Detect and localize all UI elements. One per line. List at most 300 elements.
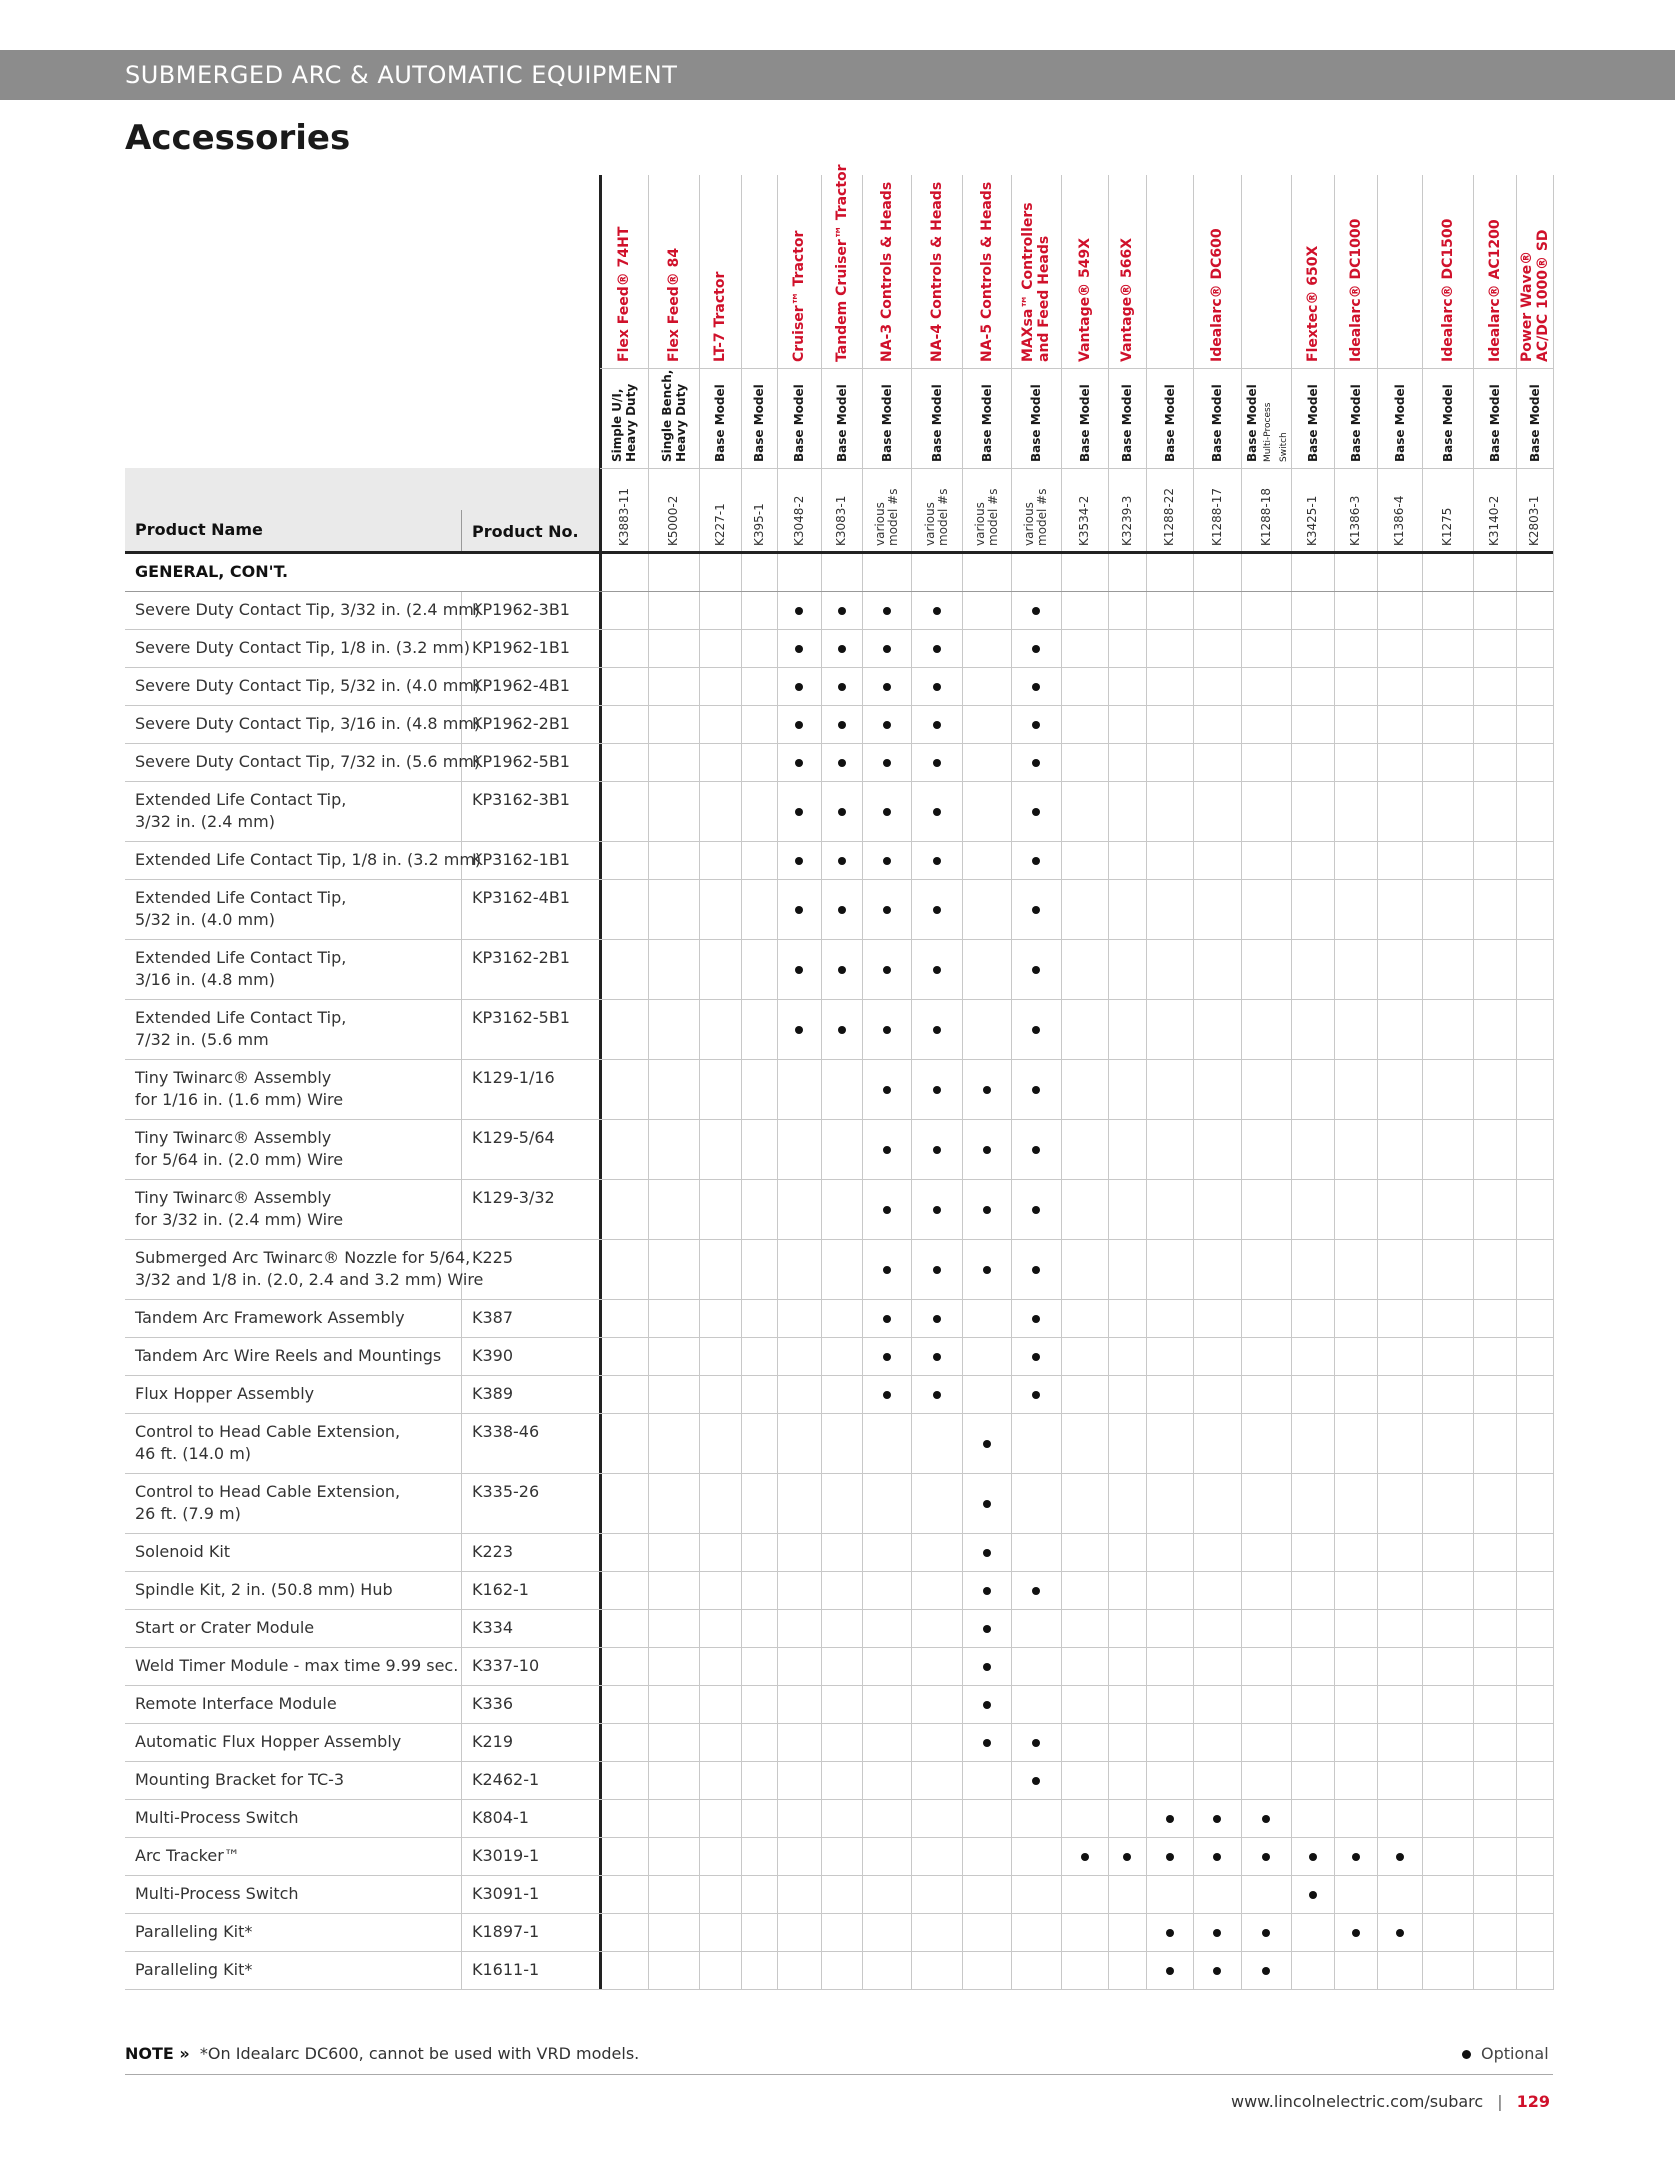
row-divider: [125, 999, 1553, 1000]
model-label: Base Model: [1349, 384, 1363, 462]
table-row-number: K2462-1: [472, 1770, 540, 1789]
optional-dot: [1032, 1146, 1040, 1154]
column-model: [1306, 384, 1320, 462]
row-divider: [125, 879, 1553, 880]
row-divider: [125, 1413, 1553, 1414]
row-divider: [125, 1685, 1553, 1686]
column-divider: [1422, 175, 1423, 1990]
optional-dot: [838, 645, 846, 653]
row-divider: [125, 1299, 1553, 1300]
table-row-number: KP3162-1B1: [472, 850, 570, 869]
row-divider: [125, 1723, 1553, 1724]
row-divider: [125, 1609, 1553, 1610]
page-number: 129: [1516, 2092, 1550, 2111]
optional-dot: [1081, 1853, 1089, 1861]
row-divider: [125, 743, 1553, 744]
model-label: Base Model: [1245, 384, 1259, 462]
optional-dot: [883, 966, 891, 974]
optional-dot: [983, 1663, 991, 1671]
table-row-number: K223: [472, 1542, 514, 1561]
table-row-name: Severe Duty Contact Tip, 3/16 in. (4.8 mm): [135, 714, 481, 733]
header-rule: [600, 368, 1553, 369]
optional-dot: [883, 683, 891, 691]
optional-dot: [883, 721, 891, 729]
optional-dot: [1262, 1929, 1270, 1937]
optional-dot: [933, 1026, 941, 1034]
row-divider: [125, 1473, 1553, 1474]
footer-rule: [125, 2074, 1553, 2075]
optional-dot: [1032, 1739, 1040, 1747]
optional-dot: [933, 721, 941, 729]
model-label: Base Model: [1488, 384, 1502, 462]
column-product-number: K1386-3: [1348, 495, 1362, 546]
optional-dot: [883, 645, 891, 653]
row-divider: [125, 1059, 1553, 1060]
row-divider: [125, 1337, 1553, 1338]
row-divider: [125, 1533, 1553, 1534]
optional-dot: [983, 1440, 991, 1448]
footer-url[interactable]: www.lincolnelectric.com/subarc: [1230, 2092, 1484, 2111]
optional-dot: [883, 607, 891, 615]
optional-dot: [1032, 966, 1040, 974]
column-model: [792, 384, 806, 462]
table-row-name: Tiny Twinarc® Assembly for 3/32 in. (2.4 mm) Wire: [135, 1188, 344, 1229]
optional-dot: [983, 1587, 991, 1595]
optional-dot: [1396, 1853, 1404, 1861]
row-divider: [125, 1951, 1553, 1952]
optional-dot: [883, 808, 891, 816]
column-divider: [699, 175, 700, 1990]
footer-separator: |: [1497, 2092, 1503, 2111]
table-row-name: Severe Duty Contact Tip, 3/32 in. (2.4 mm): [135, 600, 481, 619]
optional-dot: [795, 645, 803, 653]
optional-dot: [1213, 1853, 1221, 1861]
optional-dot: [1032, 1587, 1040, 1595]
column-divider: [777, 175, 778, 1990]
model-sublabel: Multi-Process Switch: [1263, 402, 1289, 462]
section-banner: SUBMERGED ARC & AUTOMATIC EQUIPMENT: [0, 50, 1675, 100]
optional-dot: [1032, 1315, 1040, 1323]
table-row-number: K1611-1: [472, 1960, 540, 1979]
model-label: Base Model: [1441, 384, 1455, 462]
column-model: [1393, 384, 1407, 462]
legend: [1462, 2044, 1549, 2063]
column-name: Idealarc® DC1000: [1348, 218, 1364, 362]
column-product-number: K3239-3: [1120, 495, 1134, 546]
optional-dot: [983, 1146, 991, 1154]
optional-dot: [1032, 1353, 1040, 1361]
column-model: [660, 370, 688, 462]
table-row-name: Tandem Arc Wire Reels and Mountings: [135, 1346, 442, 1365]
table-row-number: K3019-1: [472, 1846, 540, 1865]
column-model: [1210, 384, 1224, 462]
table-row-number: KP1962-1B1: [472, 638, 570, 657]
table-row-number: KP1962-2B1: [472, 714, 570, 733]
column-product-number: various model #s: [973, 488, 1000, 546]
row-divider: [125, 1837, 1553, 1838]
product-no-divider: [461, 592, 462, 1990]
optional-dot: [933, 808, 941, 816]
optional-dot: [933, 1391, 941, 1399]
optional-dot: [1032, 1777, 1040, 1785]
table-row-name: Arc Tracker™: [135, 1846, 240, 1865]
table-row-number: K334: [472, 1618, 514, 1637]
column-model: [1163, 384, 1177, 462]
column-divider: [911, 175, 912, 1990]
table-row-name: Tiny Twinarc® Assembly for 5/64 in. (2.0 mm) Wire: [135, 1128, 344, 1169]
optional-dot: [883, 857, 891, 865]
optional-dot: [933, 857, 941, 865]
table-row-number: K1897-1: [472, 1922, 540, 1941]
column-divider: [1061, 175, 1062, 1990]
optional-dot: [1352, 1853, 1360, 1861]
legend-optional: Optional: [1481, 2044, 1549, 2063]
column-product-number: various model #s: [873, 488, 900, 546]
optional-dot: [983, 1701, 991, 1709]
column-divider: [648, 175, 649, 1990]
optional-dot: [933, 1086, 941, 1094]
optional-dot: [838, 721, 846, 729]
row-divider: [125, 667, 1553, 668]
model-label: Base Model: [980, 384, 994, 462]
column-product-number: K227-1: [713, 503, 727, 546]
model-label: Base Model: [713, 384, 727, 462]
optional-dot: [883, 1086, 891, 1094]
row-divider: [125, 1761, 1553, 1762]
optional-dot: [933, 1206, 941, 1214]
optional-dot: [983, 1086, 991, 1094]
optional-dot: [1213, 1967, 1221, 1975]
column-divider: [862, 175, 863, 1990]
optional-dot: [795, 808, 803, 816]
model-label: Base Model: [1029, 384, 1043, 462]
table-row-number: KP3162-2B1: [472, 948, 570, 967]
optional-dot: [1032, 1206, 1040, 1214]
column-divider: [1377, 175, 1378, 1990]
table-row-number: K335-26: [472, 1482, 540, 1501]
column-divider: [1241, 175, 1242, 1990]
table-row-number: KP1962-5B1: [472, 752, 570, 771]
table-row-name: Solenoid Kit: [135, 1542, 231, 1561]
optional-dot: [933, 1266, 941, 1274]
note-text: *On Idealarc DC600, cannot be used with VRD models.: [199, 2044, 640, 2063]
table-row-number: K129-3/32: [472, 1188, 555, 1207]
column-product-number: various model #s: [923, 488, 950, 546]
optional-dot: [983, 1549, 991, 1557]
optional-dot: [1032, 683, 1040, 691]
table-row-name: Submerged Arc Twinarc® Nozzle for 5/64, 3/32 and 1/8 in. (2.0, 2.4 and 3.2 mm) Wire: [135, 1248, 484, 1289]
column-model: [835, 384, 849, 462]
column-product-number: K1288-17: [1210, 487, 1224, 546]
optional-dot: [1032, 721, 1040, 729]
optional-dot: [933, 645, 941, 653]
optional-dot: [883, 1026, 891, 1034]
table-row-name: Tandem Arc Framework Assembly: [135, 1308, 405, 1327]
optional-dot: [1213, 1929, 1221, 1937]
optional-dot: [1032, 906, 1040, 914]
optional-dot-icon: [1462, 2050, 1471, 2059]
row-divider: [125, 781, 1553, 782]
table-row-number: KP3162-4B1: [472, 888, 570, 907]
column-model: [1120, 384, 1134, 462]
optional-dot: [838, 906, 846, 914]
column-name: Tandem Cruiser™ Tractor: [834, 164, 850, 362]
table-row-number: K129-5/64: [472, 1128, 555, 1147]
column-name: Flex Feed® 74HT: [616, 226, 632, 362]
column-product-number: K3883-11: [617, 487, 631, 546]
table-row-number: K338-46: [472, 1422, 540, 1441]
row-divider: [125, 1571, 1553, 1572]
column-product-number: K3048-2: [792, 495, 806, 546]
column-product-number: K1386-4: [1392, 495, 1406, 546]
optional-dot: [1123, 1853, 1131, 1861]
optional-dot: [883, 1391, 891, 1399]
column-divider: [1193, 175, 1194, 1990]
column-name: Vantage® 549X: [1077, 237, 1093, 362]
optional-dot: [933, 683, 941, 691]
column-divider: [1553, 175, 1554, 1990]
column-model: [1528, 384, 1542, 462]
table-row-number: K3091-1: [472, 1884, 540, 1903]
table-row-number: KP1962-4B1: [472, 676, 570, 695]
optional-dot: [838, 1026, 846, 1034]
table-row-number: KP3162-3B1: [472, 790, 570, 809]
table-row-number: K219: [472, 1732, 514, 1751]
row-divider: [125, 939, 1553, 940]
column-product-number: K3083-1: [834, 495, 848, 546]
table-row-name: Flux Hopper Assembly: [135, 1384, 315, 1403]
column-divider: [1291, 175, 1292, 1990]
optional-dot: [883, 1315, 891, 1323]
table-row-number: K225: [472, 1248, 514, 1267]
optional-dot: [1262, 1967, 1270, 1975]
table-row-name: Extended Life Contact Tip, 7/32 in. (5.6 mm: [135, 1008, 347, 1049]
column-divider: [741, 175, 742, 1990]
column-model: [1245, 384, 1291, 462]
model-label: Simple U/I, Heavy Duty: [610, 383, 638, 462]
model-label: Base Model: [1120, 384, 1134, 462]
header-rule: [600, 468, 1553, 469]
column-divider: [821, 175, 822, 1990]
optional-dot: [1262, 1815, 1270, 1823]
optional-dot: [1032, 808, 1040, 816]
model-label: Base Model: [1163, 384, 1177, 462]
optional-dot: [1166, 1853, 1174, 1861]
optional-dot: [1166, 1815, 1174, 1823]
table-row-name: Weld Timer Module - max time 9.99 sec.: [135, 1656, 459, 1675]
model-label: Base Model: [1306, 384, 1320, 462]
column-divider: [1473, 175, 1474, 1990]
model-label: Base Model: [1393, 384, 1407, 462]
table-row-name: Paralleling Kit*: [135, 1922, 253, 1941]
table-row-name: Tiny Twinarc® Assembly for 1/16 in. (1.6 mm) Wire: [135, 1068, 344, 1109]
column-model: [610, 384, 638, 462]
optional-dot: [1032, 1026, 1040, 1034]
optional-dot: [795, 759, 803, 767]
column-product-number: various model #s: [1022, 488, 1049, 546]
optional-dot: [883, 1266, 891, 1274]
model-label: Base Model: [1210, 384, 1224, 462]
table-row-name: Severe Duty Contact Tip, 7/32 in. (5.6 mm): [135, 752, 481, 771]
column-name: NA-5 Controls & Heads: [979, 181, 995, 362]
optional-dot: [838, 808, 846, 816]
product-name-header: Product Name: [135, 520, 263, 539]
product-no-header: Product No.: [472, 522, 579, 541]
table-row-number: K129-1/16: [472, 1068, 555, 1087]
page-footer: [1231, 2092, 1550, 2111]
column-divider: [599, 175, 602, 1990]
optional-dot: [933, 607, 941, 615]
row-divider: [125, 1239, 1553, 1240]
optional-dot: [883, 759, 891, 767]
table-row-number: K336: [472, 1694, 514, 1713]
column-model: [1441, 384, 1455, 462]
optional-dot: [1309, 1891, 1317, 1899]
table-row-name: Automatic Flux Hopper Assembly: [135, 1732, 402, 1751]
table-row-name: Extended Life Contact Tip, 3/32 in. (2.4 mm): [135, 790, 347, 831]
column-name: Flextec® 650X: [1305, 245, 1321, 362]
optional-dot: [983, 1625, 991, 1633]
column-name: NA-4 Controls & Heads: [929, 181, 945, 362]
row-divider: [125, 1647, 1553, 1648]
optional-dot: [1396, 1929, 1404, 1937]
optional-dot: [838, 857, 846, 865]
column-model: [930, 384, 944, 462]
optional-dot: [1213, 1815, 1221, 1823]
optional-dot: [933, 966, 941, 974]
row-divider: [125, 1875, 1553, 1876]
product-no-divider: [461, 510, 462, 553]
optional-dot: [1352, 1929, 1360, 1937]
column-divider: [1146, 175, 1147, 1990]
optional-dot: [983, 1500, 991, 1508]
column-model: [980, 384, 994, 462]
column-product-number: K1288-22: [1162, 487, 1176, 546]
optional-dot: [1166, 1929, 1174, 1937]
model-label: Base Model: [1528, 384, 1542, 462]
header-bottom-rule: [125, 551, 1553, 554]
column-product-number: K3534-2: [1077, 495, 1091, 546]
optional-dot: [838, 607, 846, 615]
optional-dot: [983, 1206, 991, 1214]
column-product-number: K395-1: [752, 503, 766, 546]
column-name: Idealarc® AC1200: [1487, 219, 1503, 362]
optional-dot: [933, 759, 941, 767]
column-model: [1349, 384, 1363, 462]
optional-dot: [933, 1353, 941, 1361]
table-row-number: K387: [472, 1308, 514, 1327]
table-row-number: K162-1: [472, 1580, 529, 1599]
table-row-name: Spindle Kit, 2 in. (50.8 mm) Hub: [135, 1580, 393, 1599]
optional-dot: [883, 1146, 891, 1154]
table-row-number: KP1962-3B1: [472, 600, 570, 619]
optional-dot: [1032, 759, 1040, 767]
optional-dot: [933, 1315, 941, 1323]
column-model: [1078, 384, 1092, 462]
row-divider: [125, 705, 1553, 706]
column-model: [1488, 384, 1502, 462]
column-divider: [1516, 175, 1517, 1990]
table-row-name: Start or Crater Module: [135, 1618, 315, 1637]
optional-dot: [1032, 607, 1040, 615]
optional-dot: [795, 857, 803, 865]
column-product-number: K2803-1: [1527, 495, 1541, 546]
page-title: Accessories: [125, 118, 351, 158]
table-row-name: Extended Life Contact Tip, 5/32 in. (4.0 mm): [135, 888, 347, 929]
column-product-number: K3140-2: [1487, 495, 1501, 546]
column-model: [752, 384, 766, 462]
table-row-name: Control to Head Cable Extension, 26 ft. (7.9 m): [135, 1482, 401, 1523]
model-label: Base Model: [792, 384, 806, 462]
column-divider: [1108, 175, 1109, 1990]
row-divider: [125, 1799, 1553, 1800]
column-name: Idealarc® DC600: [1209, 228, 1225, 362]
note-label: NOTE »: [125, 2044, 190, 2063]
row-divider: [125, 841, 1553, 842]
table-row-name: Control to Head Cable Extension, 46 ft. (14.0 m): [135, 1422, 401, 1463]
column-name: Idealarc® DC1500: [1440, 218, 1456, 362]
column-name: NA-3 Controls & Heads: [879, 181, 895, 362]
optional-dot: [933, 906, 941, 914]
row-divider: [125, 629, 1553, 630]
table-row-name: Mounting Bracket for TC-3: [135, 1770, 345, 1789]
optional-dot: [795, 1026, 803, 1034]
column-divider: [1334, 175, 1335, 1990]
column-product-number: K5000-2: [666, 495, 680, 546]
optional-dot: [983, 1739, 991, 1747]
column-name: Cruiser™ Tractor: [791, 230, 807, 362]
optional-dot: [883, 1206, 891, 1214]
column-model: [713, 384, 727, 462]
column-model: [880, 384, 894, 462]
model-label: Base Model: [835, 384, 849, 462]
row-divider: [125, 1375, 1553, 1376]
optional-dot: [838, 966, 846, 974]
optional-dot: [838, 683, 846, 691]
optional-dot: [795, 906, 803, 914]
table-row-name: Multi-Process Switch: [135, 1808, 299, 1827]
section-rule: [125, 591, 1553, 592]
table-row-name: Severe Duty Contact Tip, 1/8 in. (3.2 mm): [135, 638, 470, 657]
optional-dot: [838, 759, 846, 767]
optional-dot: [1032, 1266, 1040, 1274]
optional-dot: [933, 1146, 941, 1154]
model-label: Single Bench, Heavy Duty: [660, 369, 688, 462]
column-product-number: K1288-18: [1259, 487, 1273, 546]
column-name: MAXsa™ Controllers and Feed Heads: [1020, 202, 1052, 362]
footnote: [125, 2044, 639, 2063]
model-label: Base Model: [880, 384, 894, 462]
optional-dot: [1032, 857, 1040, 865]
column-product-number: K3425-1: [1305, 495, 1319, 546]
column-name: Power Wave® AC/DC 1000® SD: [1519, 229, 1551, 362]
optional-dot: [795, 683, 803, 691]
column-product-number: K1275: [1440, 507, 1454, 546]
column-name: Vantage® 566X: [1119, 237, 1135, 362]
table-row-name: Extended Life Contact Tip, 3/16 in. (4.8 mm): [135, 948, 347, 989]
optional-dot: [1166, 1967, 1174, 1975]
row-divider: [125, 1989, 1553, 1990]
optional-dot: [795, 721, 803, 729]
optional-dot: [1032, 1086, 1040, 1094]
model-label: Base Model: [1078, 384, 1092, 462]
table-row-name: Multi-Process Switch: [135, 1884, 299, 1903]
model-label: Base Model: [930, 384, 944, 462]
optional-dot: [795, 607, 803, 615]
column-name: Flex Feed® 84: [666, 247, 682, 362]
table-row-number: K390: [472, 1346, 514, 1365]
row-divider: [125, 1119, 1553, 1120]
